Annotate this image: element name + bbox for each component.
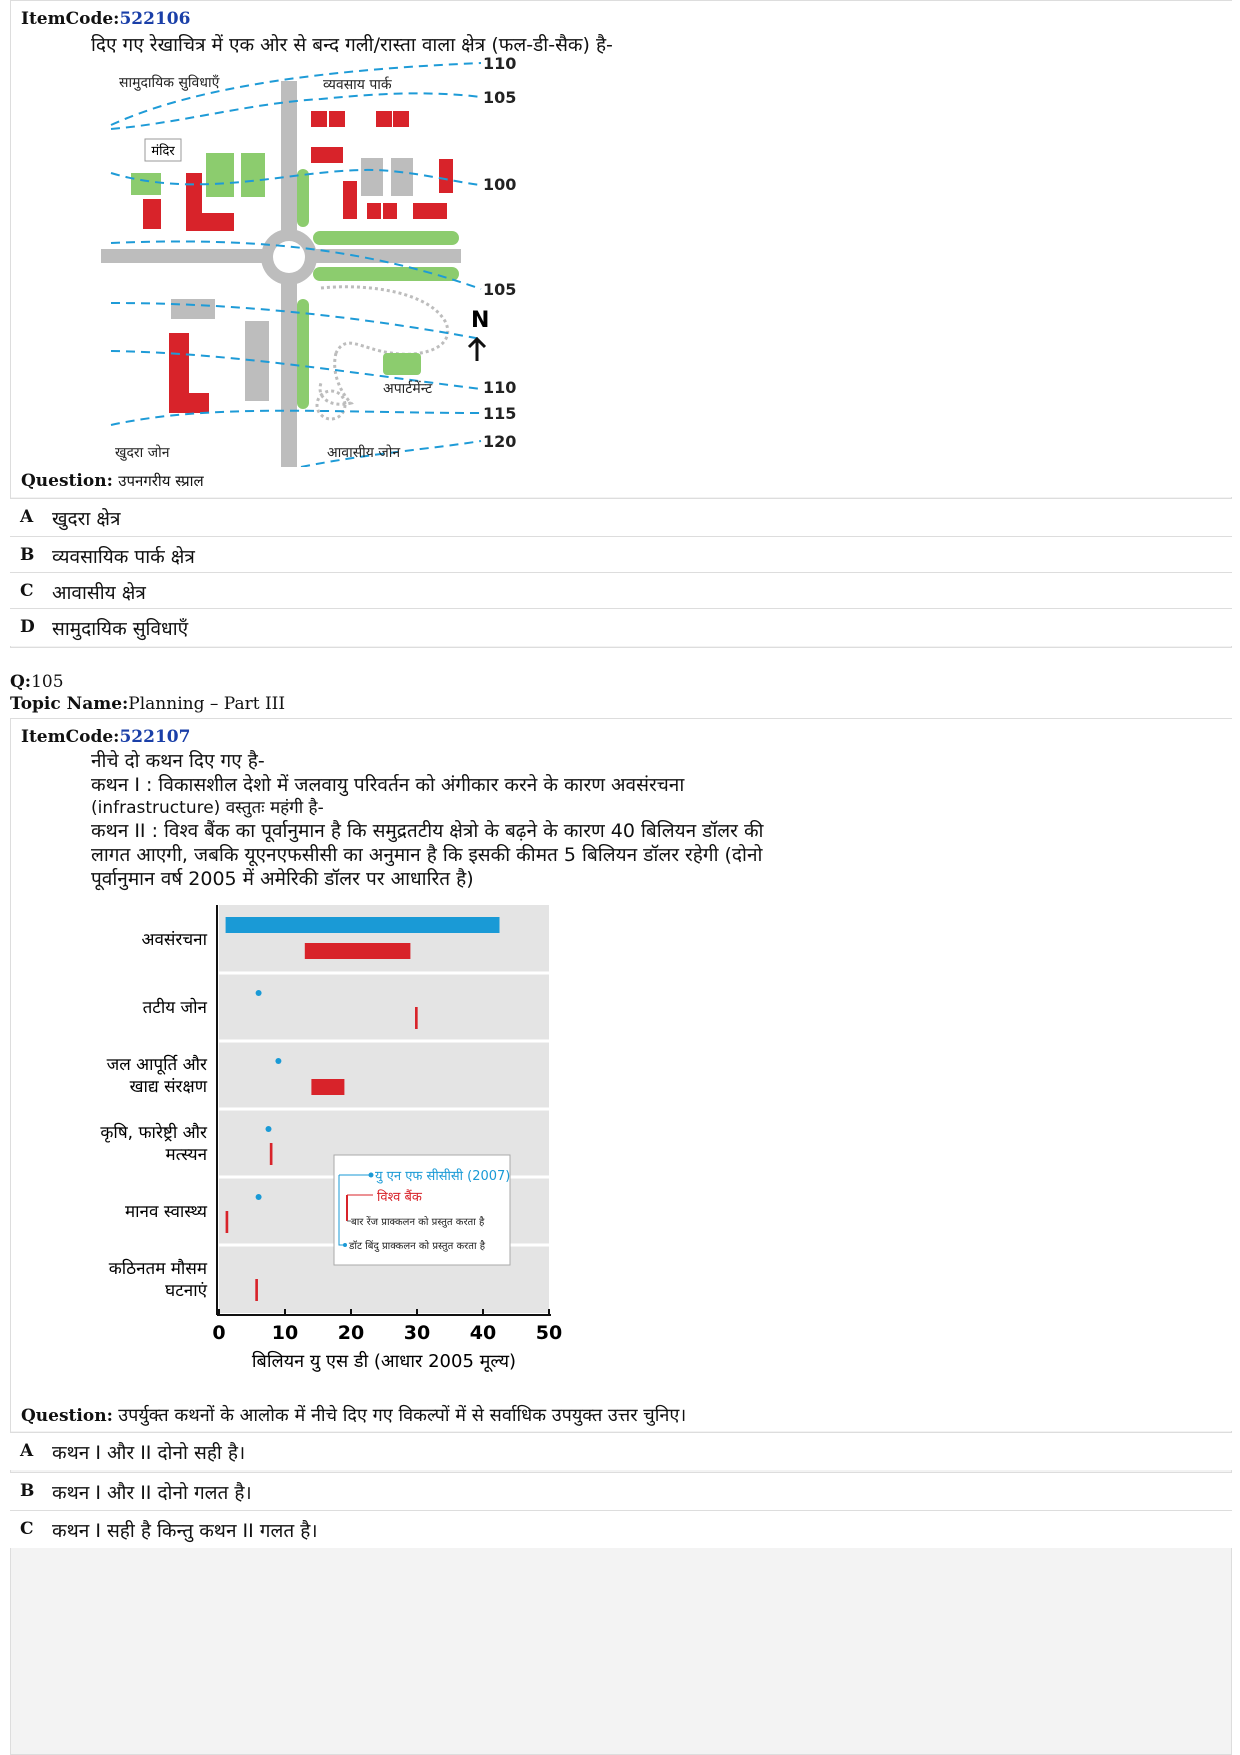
x-tick-label: 40 xyxy=(469,1322,497,1344)
world-bank-range-bar xyxy=(226,1211,229,1233)
category-label: जल आपूर्ति और xyxy=(106,1055,207,1075)
statement-line: कथन I : विकासशील देशो में जलवायु परिवर्तन को अंगीकार करने के कारण अवसंरचना xyxy=(91,774,685,796)
cul-de-sac-loops xyxy=(317,287,448,419)
item-code-value: 522107 xyxy=(119,727,191,747)
x-tick-label: 50 xyxy=(535,1322,563,1344)
topic-name: Topic Name:Planning – Part III xyxy=(10,694,286,714)
contour-label: 110 xyxy=(483,54,517,73)
option-c[interactable]: C आवासीय क्षेत्र xyxy=(10,572,1232,610)
category-label: अवसंरचना xyxy=(141,930,207,950)
x-tick-label: 20 xyxy=(337,1322,365,1344)
business-zone-label: व्यवसाय पार्क xyxy=(323,77,392,93)
contour-label: 110 xyxy=(483,378,517,397)
cost-estimate-chart xyxy=(81,901,621,1391)
option-b[interactable]: B कथन I और II दोनो गलत है। xyxy=(10,1472,1232,1510)
legend-bar-note: बार रेंज प्राक्कलन को प्रस्तुत करता है xyxy=(351,1217,485,1228)
question-stem xyxy=(11,1,1233,497)
x-tick-label: 10 xyxy=(271,1322,299,1344)
world-bank-range-bar xyxy=(255,1279,258,1301)
legend-unfccc: यु एन एफ सीसीसी (2007) xyxy=(375,1169,511,1184)
world-bank-range-bar xyxy=(415,1007,418,1029)
north-label: N xyxy=(471,308,490,333)
category-label: तटीय जोन xyxy=(142,998,207,1018)
category-label: मत्स्यन xyxy=(165,1145,207,1165)
community-zone-label: सामुदायिक सुविधाएँ xyxy=(119,75,220,91)
unfccc-range-bar xyxy=(226,917,500,933)
question-number: Q:105 xyxy=(10,672,64,692)
item-code-value: 522106 xyxy=(119,9,191,29)
contour-label: 115 xyxy=(483,404,517,423)
contour-labels xyxy=(483,54,516,451)
residential-zone-label: आवासीय जोन xyxy=(327,445,401,461)
x-tick-label: 30 xyxy=(403,1322,431,1344)
item-code: ItemCode:522106 xyxy=(21,9,191,29)
unfccc-dot xyxy=(266,1126,272,1132)
question-text: उपनगरीय स्प्राल xyxy=(118,472,204,490)
statement-line: कथन II : विश्व बैंक का पूर्वानुमान है कि समुद्रतटीय क्षेत्रो के बढ़ने के कारण 40 बिलियन डॉलर की xyxy=(91,820,764,842)
unfccc-dot xyxy=(256,1194,262,1200)
world-bank-range-bar xyxy=(270,1143,273,1165)
contour-label: 105 xyxy=(483,88,517,107)
site-plan-map xyxy=(91,53,531,467)
legend-dot-note: डॉट बिंदु प्राक्कलन को प्रस्तुत करता है xyxy=(349,1241,486,1252)
category-label: खाद्य संरक्षण xyxy=(129,1077,207,1097)
temple-label: मंदिर xyxy=(151,144,175,159)
legend-world-bank: विश्व बैंक xyxy=(377,1190,422,1205)
statement-line: नीचे दो कथन दिए गए है- xyxy=(91,750,265,772)
category-label: कठिनतम मौसम xyxy=(108,1259,207,1279)
retail-zone-label: खुदरा जोन xyxy=(115,445,170,461)
question-block-522107 xyxy=(10,718,1232,1755)
apartment-label: अपार्टमेंन्ट xyxy=(383,381,433,397)
category-label: मानव स्वास्थ्य xyxy=(124,1202,207,1222)
option-c[interactable]: C कथन I सही है किन्तु कथन II गलत है। xyxy=(10,1510,1232,1548)
option-a[interactable]: A खुदरा क्षेत्र xyxy=(10,498,1232,536)
x-axis-label: बिलियन यु एस डी (आधार 2005 मूल्य) xyxy=(251,1351,517,1372)
unfccc-dot xyxy=(256,990,262,996)
unfccc-dot xyxy=(275,1058,281,1064)
north-arrow-icon xyxy=(469,339,485,361)
contour-label: 105 xyxy=(483,280,517,299)
category-label: कृषि, फारेष्ट्री और xyxy=(100,1123,207,1143)
question-stem xyxy=(11,719,1233,1431)
chart-legend xyxy=(334,1155,510,1265)
world-bank-range-bar xyxy=(311,1079,344,1095)
option-d[interactable]: D सामुदायिक सुविधाएँ xyxy=(10,608,1232,646)
x-tick-label: 0 xyxy=(212,1322,226,1344)
item-code: ItemCode:522107 xyxy=(21,727,191,747)
statement-line: लागत आएगी, जबकि यूएनएफसीसी का अनुमान है कि इसकी कीमत 5 बिलियन डॉलर रहेगी (दोनो xyxy=(91,844,763,866)
world-bank-range-bar xyxy=(305,943,411,959)
question-line: Question: उपर्युक्त कथनों के आलोक में नीचे दिए गए विकल्पों में से सर्वाधिक उपयुक्त उत्तर चुनिए। xyxy=(21,1405,687,1426)
option-a[interactable]: A कथन I और II दोनो सही है। xyxy=(10,1432,1232,1470)
contour-label: 120 xyxy=(483,432,517,451)
category-label: घटनाएं xyxy=(165,1281,207,1301)
statement-line: (infrastructure) वस्तुतः महंगी है- xyxy=(91,798,324,818)
option-b[interactable]: B व्यवसायिक पार्क क्षेत्र xyxy=(10,536,1232,574)
question-text: उपर्युक्त कथनों के आलोक में नीचे दिए गए विकल्पों में से सर्वाधिक उपयुक्त उत्तर चुनिए। xyxy=(118,1405,687,1426)
contour-label: 100 xyxy=(483,175,517,194)
question-line: Question: उपनगरीय स्प्राल xyxy=(21,471,204,491)
statement-line: पूर्वानुमान वर्ष 2005 में अमेरिकी डॉलर पर आधारित है) xyxy=(91,868,474,890)
question-stem-text: दिए गए रेखाचित्र में एक ओर से बन्द गली/रास्ता वाला क्षेत्र (फल-डी-सैक) है- xyxy=(91,34,613,56)
